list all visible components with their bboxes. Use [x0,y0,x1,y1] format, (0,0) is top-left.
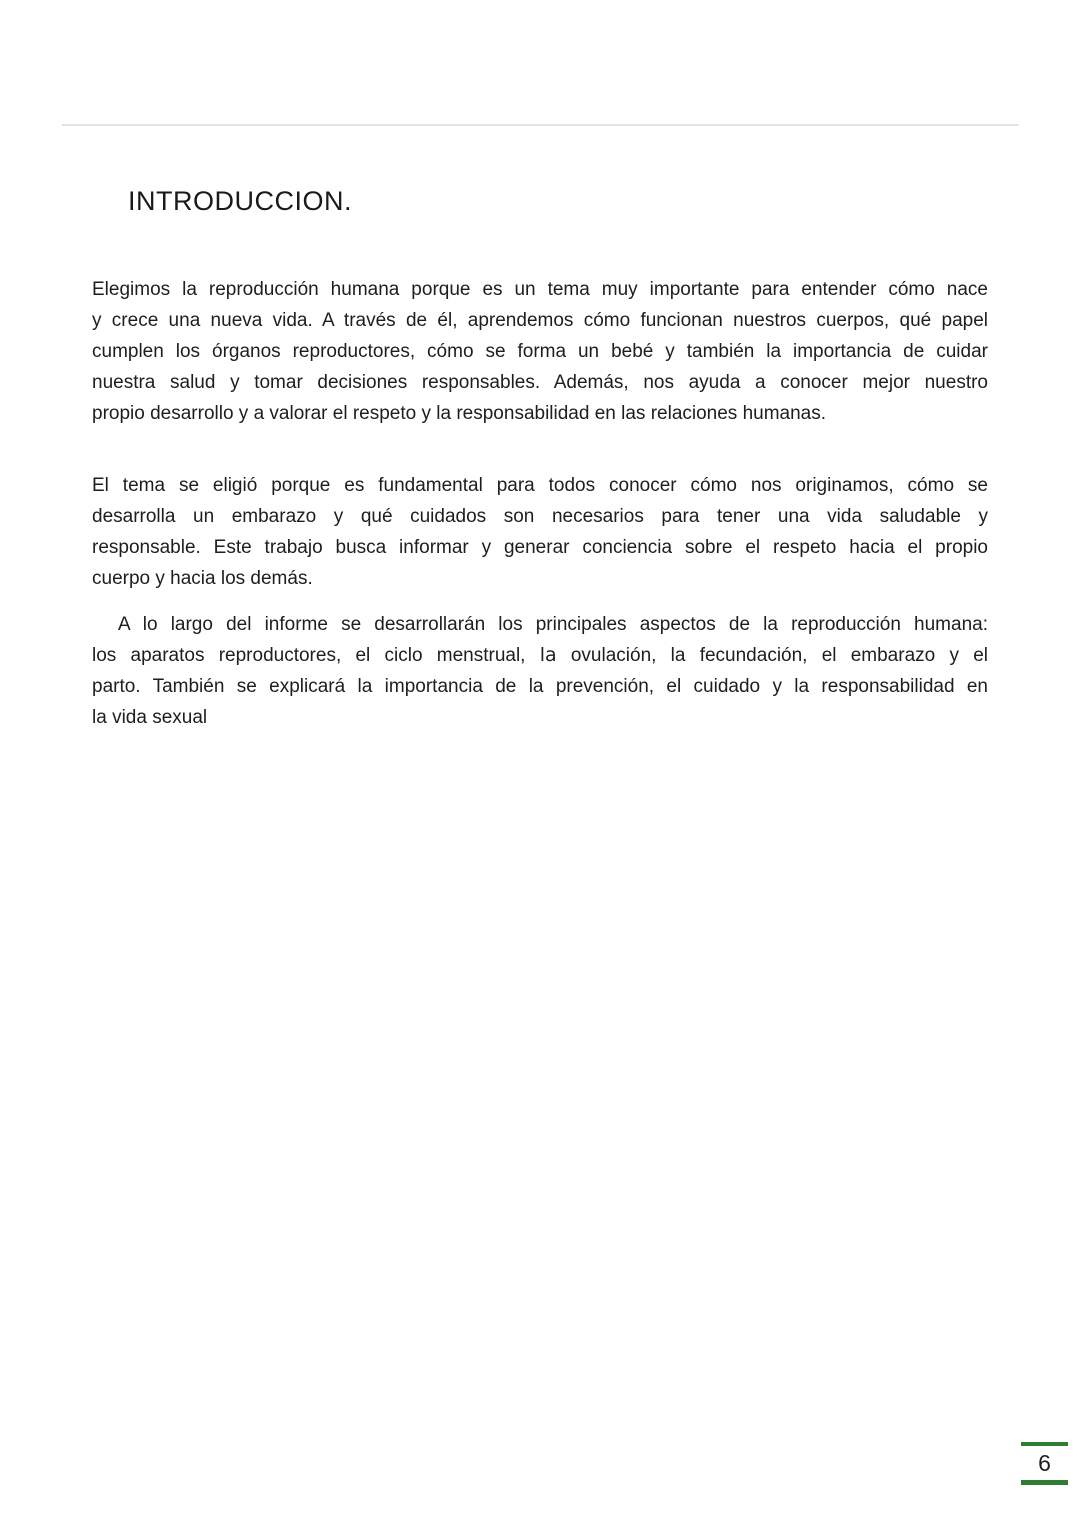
page-number-box [1021,1442,1068,1485]
section-heading: INTRODUCCION. [128,186,352,216]
paragraph-3 [92,609,988,733]
text-segment: los aparatos reproductores, el ciclo menstrual, [92,645,540,666]
page-number: 6 [1038,1450,1051,1476]
document-body [92,274,988,733]
text-line [92,640,988,671]
text-line: parto. También se explicará la importancia de la prevención, el cuidado y la responsabilidad en [92,676,988,697]
paragraph-2 [92,470,988,594]
text-line: y crece una nueva vida. A través de él, aprendemos cómo funcionan nuestros cuerpos, qué papel [92,310,988,331]
text-line: responsable. Este trabajo busca informar y generar conciencia sobre el respeto hacia el propio [92,537,988,558]
text-line: A lo largo del informe se desarrollarán los principales aspectos de la reproducción humana: [118,614,988,635]
text-line: cumplen los órganos reproductores, cómo se forma un bebé y también la importancia de cuidar [92,341,988,362]
text-segment-alt-font: la [539,644,557,666]
text-line: la vida sexual [92,707,208,728]
text-line: Elegimos la reproducción humana porque es un tema muy importante para entender cómo nace [92,279,988,300]
paragraph-1 [92,274,988,429]
text-line: nuestra salud y tomar decisiones responsables. Además, nos ayuda a conocer mejor nuestro [92,372,988,393]
text-line: propio desarrollo y a valorar el respeto y la responsabilidad en las relaciones humanas. [92,403,827,424]
header-divider [62,124,1019,126]
text-line: El tema se eligió porque es fundamental para todos conocer cómo nos originamos, cómo se [92,475,988,496]
text-line: desarrolla un embarazo y qué cuidados son necesarios para tener una vida saludable y [92,506,988,527]
text-line: cuerpo y hacia los demás. [92,568,313,589]
text-segment: ovulación, la fecundación, el embarazo y el [556,645,988,666]
